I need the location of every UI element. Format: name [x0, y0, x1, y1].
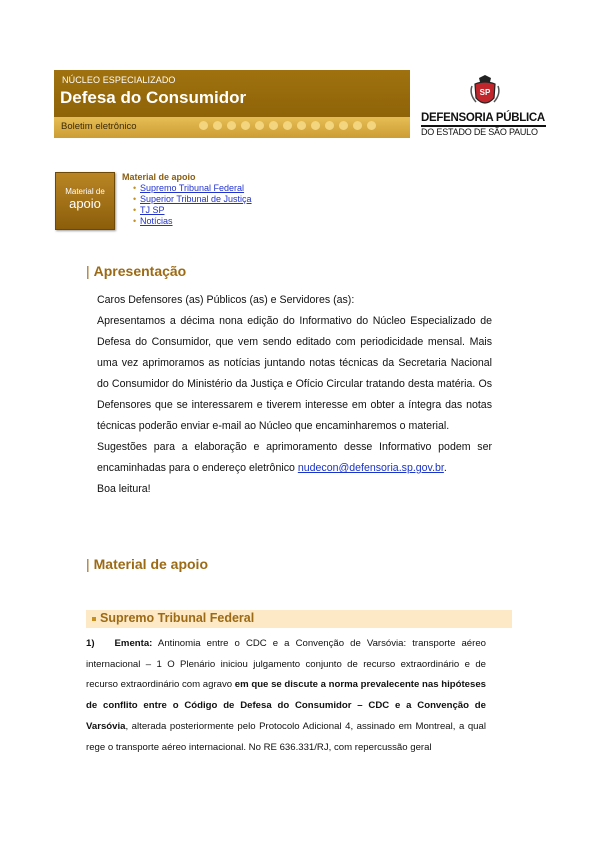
stf-subheading-text: Supremo Tribunal Federal: [100, 611, 255, 625]
defensoria-logo: [421, 74, 546, 142]
material-heading-text: Material de apoio: [93, 556, 208, 572]
apresentacao-paragraph-2: [97, 437, 492, 479]
banner-subtitle: Boletim eletrônico: [61, 121, 137, 132]
apresentacao-body: [97, 290, 492, 500]
sao-paulo-crest-icon: [467, 74, 503, 110]
section-heading-apresentacao: | Apresentação: [86, 263, 187, 279]
link-stj[interactable]: Superior Tribunal de Justiça: [140, 194, 252, 204]
header-banner: [54, 70, 410, 138]
apoio-link-stf: [140, 183, 252, 194]
ementa-text-bold: em que se discute a norma prevalecente nas hipóteses de conflito entre o Código de Defesa do Consumidor – CDC e a Convenção de Varsóvia: [86, 679, 486, 732]
ementa-text-a: Antinomia entre o CDC e a Convenção de Varsóvia: transporte aéreo internacional – 1 O Plenário iniciou julgamento conjunto de recurso extraordinário e de recurso extraordinário com agravo: [86, 638, 486, 691]
crest-text: SP: [479, 88, 491, 97]
paragraph-2-text: Sugestões para a elaboração e aprimoramento desse Informativo podem ser encaminhadas para o endereço eletrônico: [97, 441, 492, 474]
stf-subheading-bar: [86, 610, 512, 628]
apoio-link-stj: [140, 194, 252, 205]
banner-title-area: [54, 70, 410, 117]
material-apoio-menu: [122, 172, 252, 227]
ementa-paragraph: [86, 634, 486, 758]
apoio-link-tjsp: [140, 205, 252, 216]
material-apoio-badge: [55, 172, 115, 230]
apoio-menu-heading: Material de apoio: [122, 172, 196, 182]
bullet-square-icon: [92, 617, 96, 621]
closing: Boa leitura!: [97, 483, 151, 495]
banner-title: Defesa do Consumidor: [60, 88, 247, 107]
ementa-label: Ementa:: [114, 638, 153, 649]
item-number: 1): [86, 638, 95, 649]
link-noticias[interactable]: Notícias: [140, 216, 173, 226]
link-tjsp[interactable]: TJ SP: [140, 205, 165, 215]
link-stf[interactable]: Supremo Tribunal Federal: [140, 183, 245, 193]
ementa-item-1: [86, 634, 486, 758]
logo-line2: DO ESTADO DE SÃO PAULO: [421, 127, 538, 137]
banner-kicker: NÚCLEO ESPECIALIZADO: [62, 75, 176, 85]
logo-line1: DEFENSORIA PÚBLICA: [421, 112, 545, 124]
greeting: Caros Defensores (as) Públicos (as) e Servidores (as):: [97, 294, 355, 306]
paragraph-2-end: .: [443, 462, 447, 474]
email-link[interactable]: nudecon@defensoria.sp.gov.br: [297, 462, 444, 474]
badge-line1: Material de: [65, 187, 105, 196]
decorative-dots: [199, 121, 376, 130]
apresentacao-heading-text: Apresentação: [93, 263, 187, 279]
ementa-text-b: , alterada posteriormente pelo Protocolo Adicional 4, assinado em Montreal, a qual rege o transporte aéreo internacional. No RE 636.331/RJ, com repercussão geral: [86, 720, 486, 753]
section-heading-material: | Material de apoio: [86, 556, 208, 572]
banner-subtitle-bar: [54, 117, 410, 138]
apresentacao-paragraph-1: Apresentamos a décima nona edição do Informativo do Núcleo Especializado de Defesa do Consumidor, que vem sendo editado com periodicidade mensal. Mais uma vez aprimoramos as notícias juntando notas técnicas da Secretaria Nacional do Consumidor do Ministério da Justiça e Ofício Circular tratando desta matéria. Os Defensores que se interessarem e tiverem interesse em obter a íntegra das notas técnicas poderão enviar e-mail ao Núcleo que encaminharemos o material.: [97, 315, 492, 432]
apoio-link-noticias: [140, 216, 252, 227]
badge-line2: apoio: [69, 196, 101, 211]
stf-subheading: [92, 611, 254, 625]
